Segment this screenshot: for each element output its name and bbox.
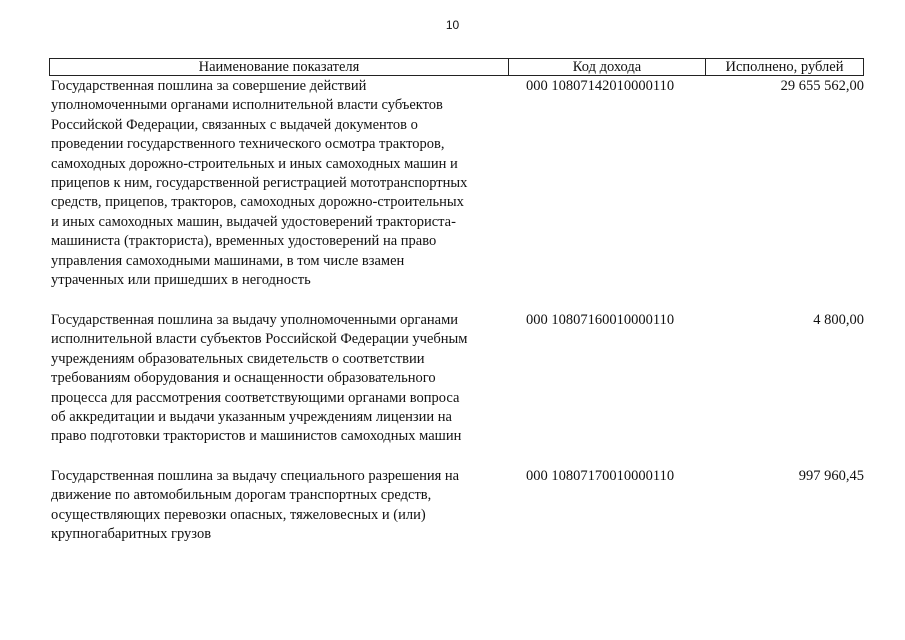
row-name: Государственная пошлина за выдачу специального разрешения на движение по автомобильным дорогам транспортных средств, осуществляющих перевозки опасных, тяжеловесных и (или) крупногабаритных грузов (51, 468, 460, 543)
row-code: 000 10807160010000110 (526, 312, 675, 328)
row-amount: 997 960,45 (798, 468, 864, 484)
table-header (49, 58, 864, 76)
column-header-code: Код дохода (509, 59, 706, 75)
column-header-name: Наименование показателя (50, 59, 509, 75)
row-amount: 4 800,00 (813, 312, 864, 328)
row-code: 000 10807142010000110 (526, 78, 675, 94)
row-name: Государственная пошлина за совершение действий уполномоченными органами исполнительной власти субъектов Российской Федерации, связанных с выдачей документов о проведении государственного технического осмотра тракторов, самоходных дорожно-строительных и иных самоходных машин и прицепов к ним, государственной регистрацией мототранспортных средств, прицепов, тракторов, самоходных дорожно-строительных и иных самоходных машин, выдачей удостоверений тракториста- машиниста (тракториста), временных удостоверений на право управления самоходными машинами, в том числе взамен утраченных или пришедших в негодность (51, 78, 468, 289)
row-code: 000 10807170010000110 (526, 468, 675, 484)
row-name: Государственная пошлина за выдачу уполномоченными органами исполнительной власти субъектов Российской Федерации учебным учреждениям образовательных свидетельств о соответствии требованиям оборудования и оснащенности образовательного процесса для рассмотрения соответствующими органами вопроса об аккредитации и выдачи указанным учреждениям лицензии на право подготовки трактористов и машинистов самоходных машин (51, 312, 468, 445)
row-amount: 29 655 562,00 (780, 78, 864, 94)
page-number: 10 (445, 18, 460, 32)
column-header-amount: Исполнено, рублей (725, 59, 844, 75)
